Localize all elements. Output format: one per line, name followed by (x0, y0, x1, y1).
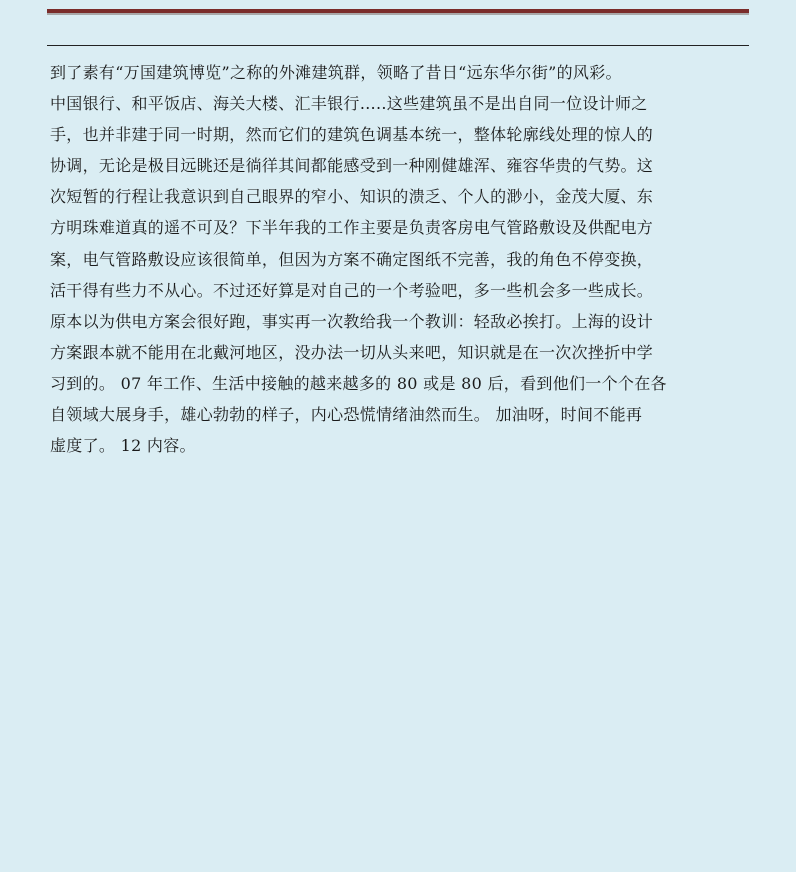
text-line-9: 原本以为供电方案会很好跑，事实再一次教给我一个教训：轻敌必挨打。上海的设计 (50, 311, 654, 331)
text-line-4: 协调，无论是极目远眺还是徜徉其间都能感受到一种刚健雄浑、雍容华贵的气势。这 (50, 156, 654, 176)
text-line-2: 中国银行、和平饭店、海关大楼、汇丰银行…..这些建筑虽不是出自同一位设计师之 (50, 94, 648, 114)
text-line-12: 自领域大展身手，雄心勃勃的样子，内心恐慌情绪油然而生。 加油呀，时间不能再 (50, 405, 643, 425)
text-line-7: 案，电气管路敷设应该很简单，但因为方案不确定图纸不完善，我的角色不停变换， (50, 249, 654, 269)
text-line-10: 方案跟本就不能用在北戴河地区，没办法一切从头来吧，知识就是在一次次挫折中学 (50, 342, 654, 362)
top-rule-shadow (47, 13, 749, 15)
text-line-3: 手，也并非建于同一时期，然而它们的建筑色调基本统一，整体轮廓线处理的惊人的 (50, 125, 654, 145)
text-line-5: 次短暂的行程让我意识到自己眼界的窄小、知识的溃乏、个人的渺小，金茂大厦、东 (50, 187, 654, 207)
header-divider-line (47, 45, 749, 46)
text-line-6: 方明珠难道真的遥不可及？下半年我的工作主要是负责客房电气管路敷设及供配电方 (50, 218, 654, 238)
text-line-11: 习到的。 07 年工作、生活中接触的越来越多的 80 或是 80 后，看到他们一个个在各 (50, 373, 667, 393)
text-line-13: 虚度了。 12 内容。 (50, 436, 196, 456)
text-line-1: 到了素有“万国建筑博览”之称的外滩建筑群，领略了昔日“远东华尔街”的风彩。 (50, 63, 622, 82)
document-body (50, 57, 750, 461)
text-line-8: 活干得有些力不从心。不过还好算是对自己的一个考验吧，多一些机会多一些成长。 (50, 280, 654, 300)
